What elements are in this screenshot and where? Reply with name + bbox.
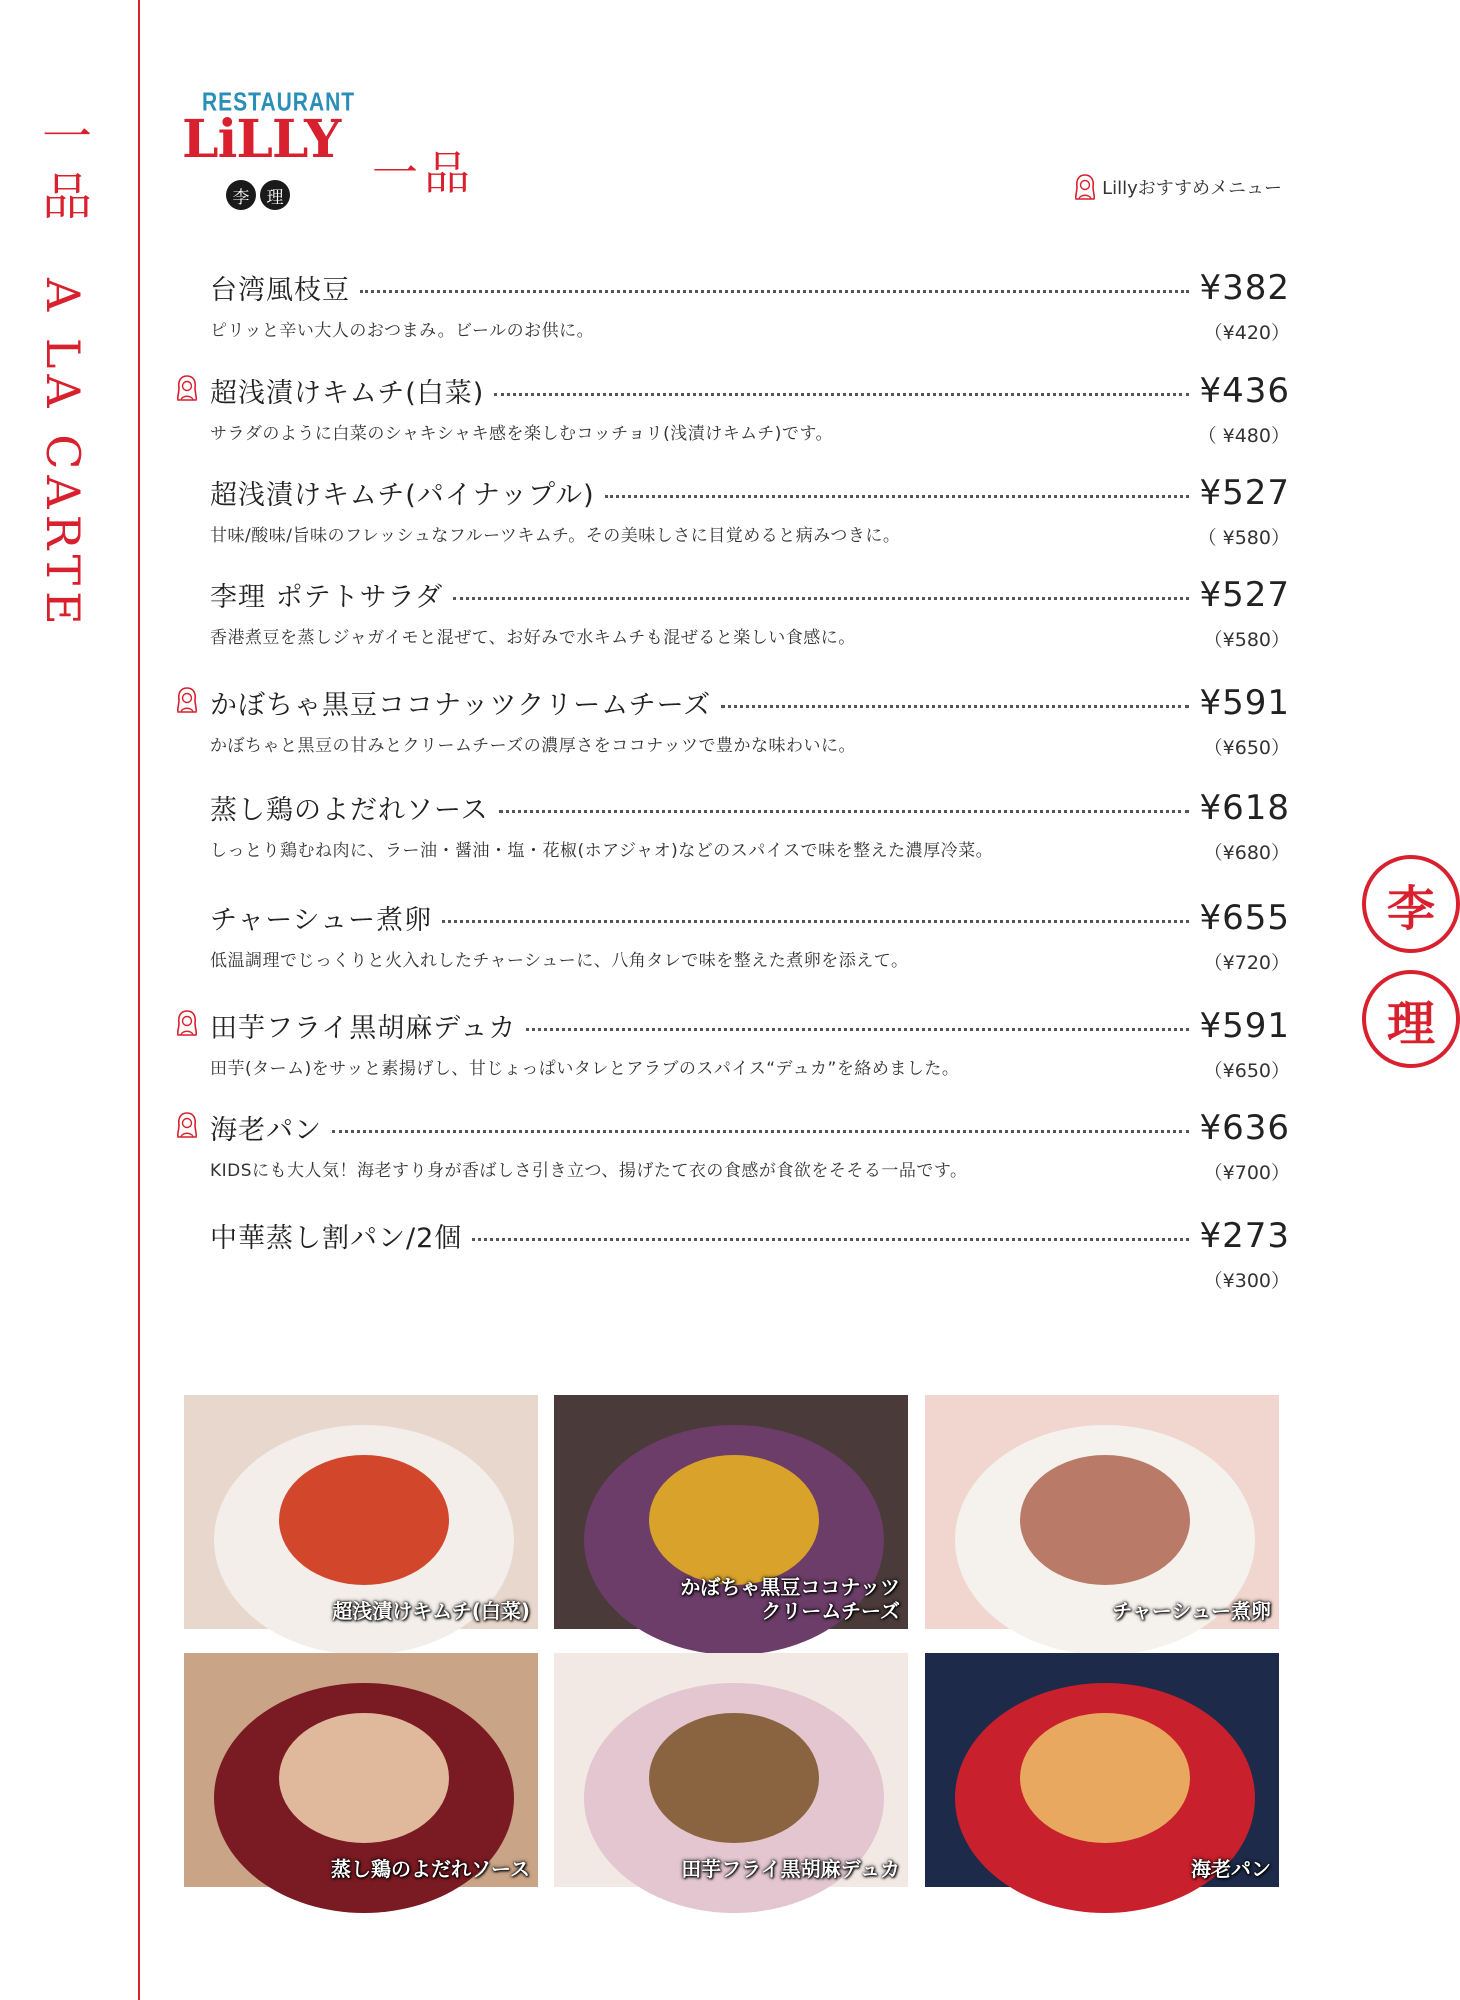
- menu-item-name: かぼちゃ黒豆ココナッツクリームチーズ: [210, 690, 712, 721]
- menu-item: [210, 473, 1290, 549]
- menu-item-name: 中華蒸し割パン/2個: [210, 1223, 463, 1254]
- menu-item-name: 台湾風枝豆: [210, 275, 350, 306]
- menu-item: [210, 371, 1290, 447]
- menu-item-price: ¥636: [1199, 1108, 1290, 1148]
- food-photo: [925, 1653, 1279, 1887]
- photo-caption: 海老パン: [1191, 1857, 1271, 1881]
- restaurant-logo: [180, 88, 356, 216]
- dot-leader: [526, 1028, 1189, 1031]
- menu-item-description: KIDSにも大人気！海老すり身が香ばしさ引き立つ、揚げたて衣の食感が食欲をそそる一品です。: [210, 1161, 968, 1181]
- menu-item-name: 超浅漬けキムチ(パイナップル): [210, 480, 595, 511]
- menu-item-description: しっとり鶏むね肉に、ラー油・醤油・塩・花椒(ホアジャオ)などのスパイスで味を整えた濃厚冷菜。: [210, 841, 994, 861]
- menu-item-description: 甘味/酸味/旨味のフレッシュなフルーツキムチ。その美味しさに目覚めると病みつきに。: [210, 526, 901, 546]
- vertical-title-en: A LA CARTE: [36, 277, 90, 631]
- menu-item: [210, 1108, 1290, 1184]
- left-rule: [138, 0, 140, 2000]
- menu-item-tax-price: （¥680）: [1203, 842, 1290, 864]
- menu-item-tax-price: （ ¥480）: [1197, 425, 1290, 447]
- food-shape: [649, 1713, 819, 1843]
- seal-char-2: 理: [1362, 970, 1460, 1068]
- menu-item-price: ¥527: [1199, 473, 1290, 513]
- lilly-recommend-icon: [174, 373, 200, 403]
- menu-item: [210, 898, 1290, 974]
- lilly-recommend-icon: [174, 1008, 200, 1038]
- photo-caption: 超浅漬けキムチ(白菜): [332, 1599, 530, 1623]
- menu-item: [210, 683, 1290, 759]
- logo-kanji-2: 理: [260, 180, 290, 210]
- menu-item-tax-price: （¥300）: [1203, 1270, 1290, 1292]
- menu-item-name: 超浅漬けキムチ(白菜): [210, 378, 485, 409]
- food-shape: [279, 1713, 449, 1843]
- menu-item: [210, 268, 1290, 344]
- food-photo: [184, 1395, 538, 1629]
- logo-restaurant-text: RESTAURANT: [202, 88, 356, 117]
- dot-leader: [472, 1238, 1189, 1241]
- dot-leader: [494, 393, 1189, 396]
- menu-item-name: 蒸し鶏のよだれソース: [210, 795, 489, 826]
- menu-item-tax-price: （¥700）: [1203, 1162, 1290, 1184]
- lilly-lady-icon: [1072, 172, 1098, 202]
- menu-item: [210, 1006, 1290, 1082]
- menu-item-tax-price: （ ¥580）: [1197, 527, 1290, 549]
- menu-item-description: 香港煮豆を蒸しジャガイモと混ぜて、お好みで水キムチも混ぜると楽しい食感に。: [210, 628, 856, 648]
- menu-item-price: ¥382: [1199, 268, 1290, 308]
- food-shape: [1020, 1713, 1190, 1843]
- vertical-section-title: [34, 110, 92, 631]
- menu-item-description: サラダのように白菜のシャキシャキ感を楽しむコッチョリ(浅漬けキムチ)です。: [210, 424, 834, 444]
- menu-item-tax-price: （¥580）: [1203, 629, 1290, 651]
- menu-item-description: ピリッと辛い大人のおつまみ。ビールのお供に。: [210, 321, 595, 341]
- logo-lilly-text: LiLLY: [182, 109, 341, 170]
- food-photo: [925, 1395, 1279, 1629]
- dot-leader: [360, 290, 1189, 293]
- seal-char-1: 李: [1362, 855, 1460, 953]
- menu-item-price: ¥591: [1199, 1006, 1290, 1046]
- menu-item-price: ¥618: [1199, 788, 1290, 828]
- dot-leader: [332, 1130, 1189, 1133]
- dot-leader: [605, 495, 1190, 498]
- logo-kanji-1: 李: [226, 180, 256, 210]
- dot-leader: [453, 597, 1189, 600]
- menu-item-description: 低温調理でじっくりと火入れしたチャーシューに、八角タレで味を整えた煮卵を添えて。: [210, 951, 909, 971]
- logo-kanji: [226, 180, 290, 210]
- dot-leader: [442, 920, 1189, 923]
- photo-caption: 蒸し鶏のよだれソース: [331, 1857, 530, 1881]
- photo-caption: チャーシュー煮卵: [1112, 1599, 1271, 1623]
- menu-item: [210, 1216, 1290, 1292]
- food-shape: [649, 1455, 819, 1585]
- food-photo: [184, 1653, 538, 1887]
- menu-item-price: ¥527: [1199, 575, 1290, 615]
- lilly-recommend-icon: [174, 1110, 200, 1140]
- menu-item-tax-price: （¥420）: [1203, 322, 1290, 344]
- menu-item-name: チャーシュー煮卵: [210, 905, 433, 936]
- food-photo: [554, 1395, 908, 1629]
- menu-item-description: かぼちゃと黒豆の甘みとクリームチーズの濃厚さをココナッツで豊かな味わいに。: [210, 736, 856, 756]
- page-title: 一品: [372, 146, 476, 200]
- menu-item-tax-price: （¥650）: [1203, 737, 1290, 759]
- menu-item-name: 李理 ポテトサラダ: [210, 582, 444, 613]
- menu-item-tax-price: （¥650）: [1203, 1060, 1290, 1082]
- menu-item-price: ¥591: [1199, 683, 1290, 723]
- menu-item: [210, 788, 1290, 864]
- food-photo: [554, 1653, 908, 1887]
- vertical-title-jp: 一品: [34, 110, 92, 230]
- dot-leader: [499, 810, 1190, 813]
- photo-caption: 田芋フライ黒胡麻デュカ: [681, 1857, 900, 1881]
- recommend-legend: [1072, 172, 1282, 202]
- recommend-legend-label: Lillyおすすめメニュー: [1102, 178, 1282, 199]
- menu-item-name: 海老パン: [210, 1115, 322, 1146]
- photo-caption: かぼちゃ黒豆ココナッツ クリームチーズ: [680, 1575, 900, 1623]
- menu-item: [210, 575, 1290, 651]
- menu-item-price: ¥655: [1199, 898, 1290, 938]
- dot-leader: [721, 705, 1189, 708]
- menu-item-price: ¥273: [1199, 1216, 1290, 1256]
- menu-item-price: ¥436: [1199, 371, 1290, 411]
- food-shape: [1020, 1455, 1190, 1585]
- lilly-recommend-icon: [174, 685, 200, 715]
- menu-item-description: 田芋(ターム)をサッと素揚げし、甘じょっぱいタレとアラブのスパイス“デュカ”を絡めました。: [210, 1059, 960, 1079]
- menu-item-name: 田芋フライ黒胡麻デュカ: [210, 1013, 517, 1044]
- food-shape: [279, 1455, 449, 1585]
- menu-item-tax-price: （¥720）: [1203, 952, 1290, 974]
